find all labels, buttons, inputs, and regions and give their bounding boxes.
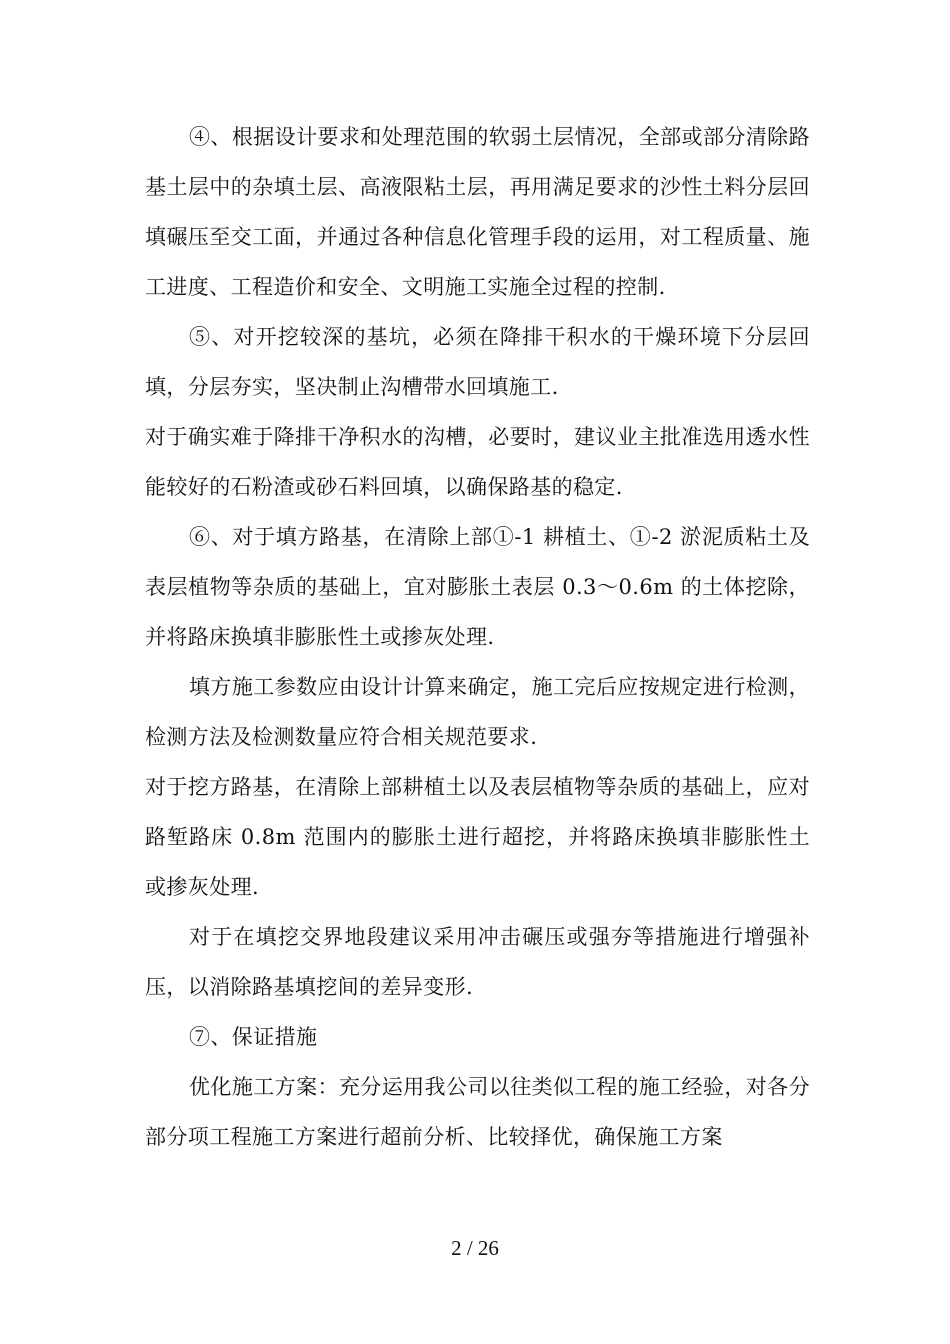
- page-number: 2 / 26: [451, 1236, 499, 1260]
- paragraph-cut-subgrade: 对于挖方路基，在清除上部耕植土以及表层植物等杂质的基础上，应对路堑路床 0.8m 范围内的膨胀土进行超挖，并将路床换填非膨胀性土或掺灰处理.: [145, 775, 810, 899]
- paragraph-item-6: ⑥、对于填方路基，在清除上部①-1 耕植土、①-2 淤泥质粘土及表层植物等杂质的基础上，宜对膨胀土表层 0.3～0.6m 的土体挖除，并将路床换填非膨胀性土或掺灰处理.: [145, 525, 810, 649]
- paragraph-item-5-note: 对于确实难于降排干净积水的沟槽，必要时，建议业主批准选用透水性能较好的石粉渣或砂石料回填，以确保路基的稳定.: [145, 425, 810, 499]
- body-text: [145, 112, 810, 1162]
- paragraph-optimize-plan: 优化施工方案：充分运用我公司以往类似工程的施工经验，对各分部分项工程施工方案进行超前分析、比较择优，确保施工方案: [145, 1075, 810, 1149]
- paragraph-item-5: ⑤、对开挖较深的基坑，必须在降排干积水的干燥环境下分层回填，分层夯实，坚决制止沟槽带水回填施工.: [145, 325, 810, 399]
- paragraph-item-4: ④、根据设计要求和处理范围的软弱土层情况，全部或部分清除路基土层中的杂填土层、高液限粘土层，再用满足要求的沙性土料分层回填碾压至交工面，并通过各种信息化管理手段的运用，对工程质量、施工进度、工程造价和安全、文明施工实施全过程的控制.: [145, 125, 810, 299]
- paragraph-transition-zone: 对于在填挖交界地段建议采用冲击碾压或强夯等措施进行增强补压，以消除路基填挖间的差异变形.: [145, 925, 810, 999]
- paragraph-item-7-heading: ⑦、保证措施: [189, 1025, 318, 1049]
- paragraph-fill-parameters: 填方施工参数应由设计计算来确定，施工完后应按规定进行检测，检测方法及检测数量应符合相关规范要求.: [145, 675, 810, 749]
